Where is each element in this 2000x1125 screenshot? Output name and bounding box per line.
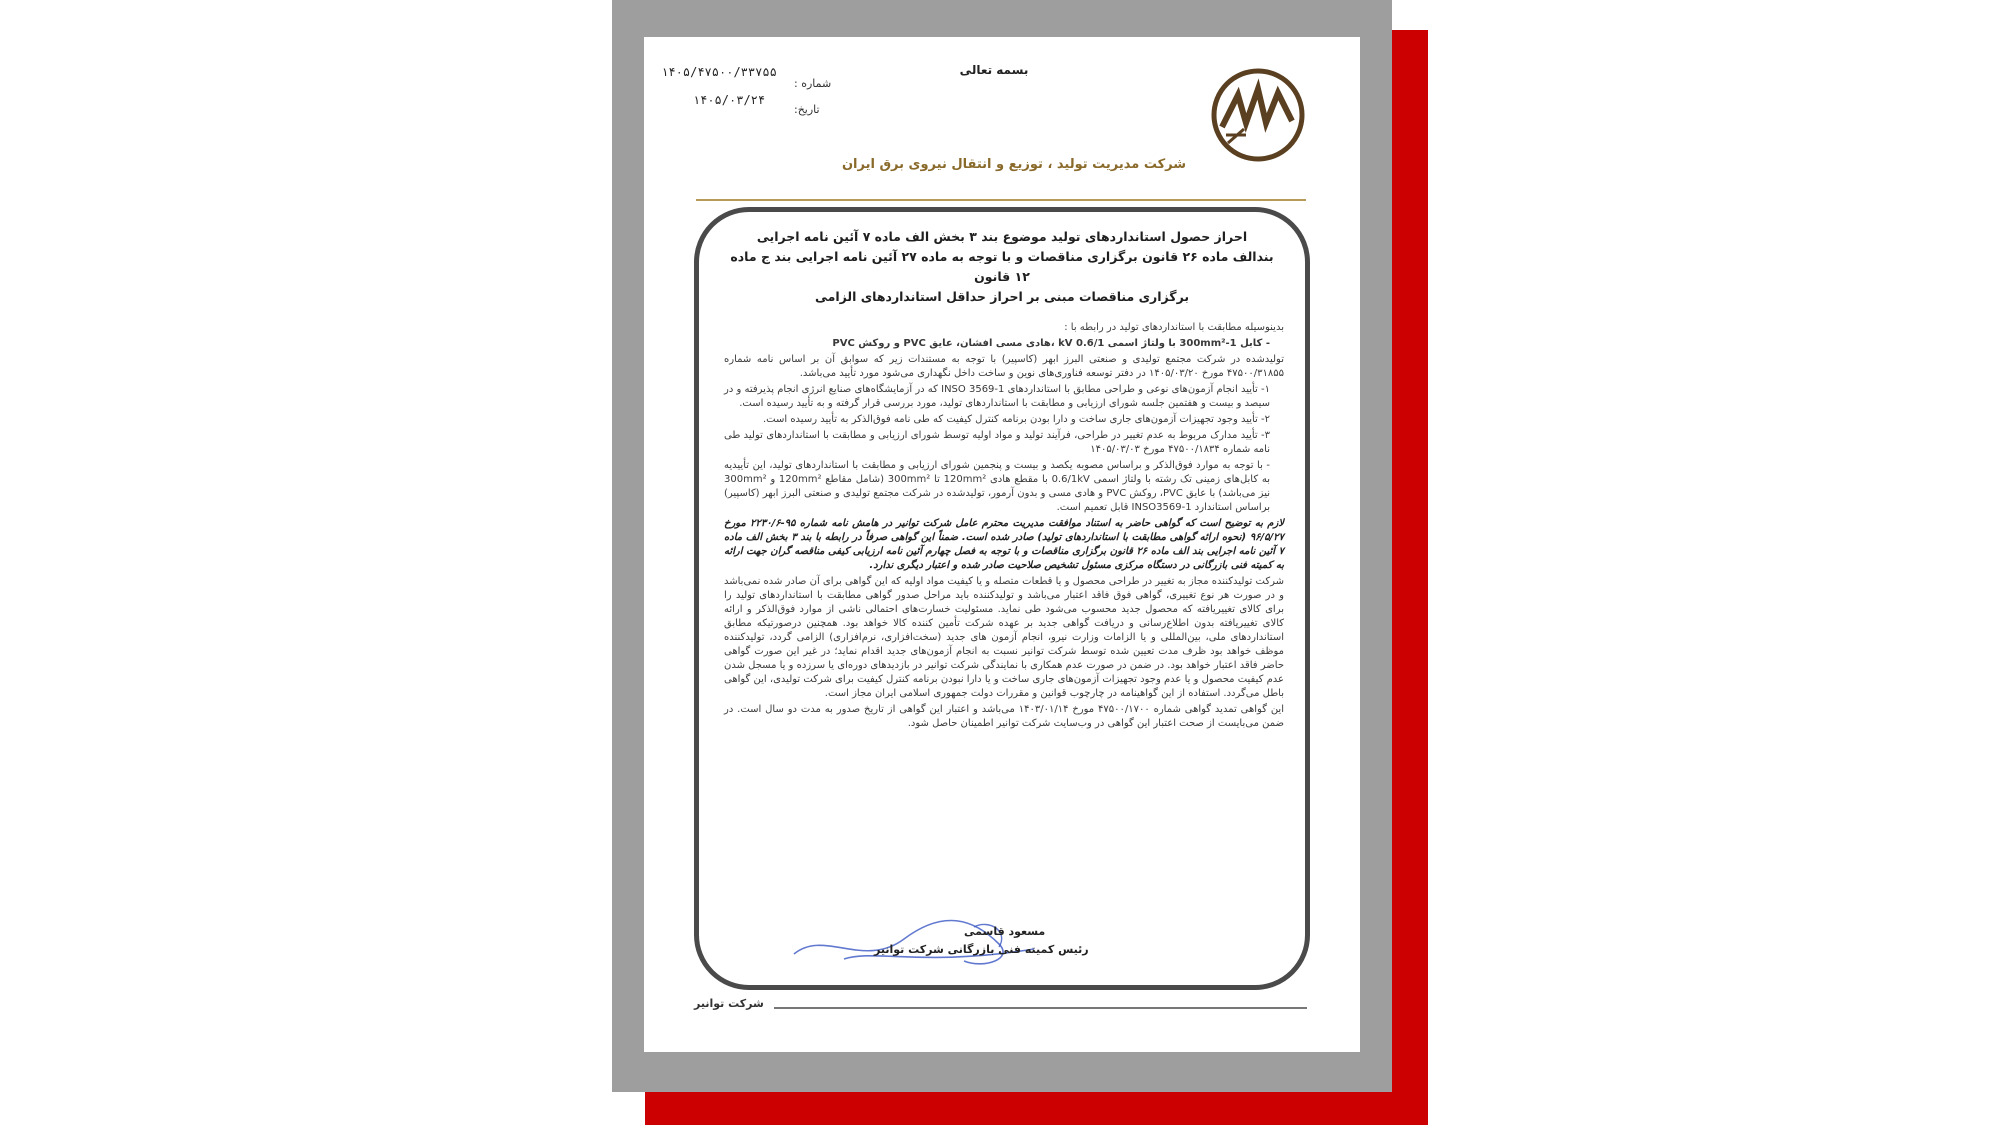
signatory-title: رئیس کمیته فنی بازرگانی شرکت توانیر [874, 943, 1089, 956]
number-value: ۱۴۰۵/۴۷۵۰۰/۳۳۷۵۵ [661, 65, 777, 79]
closing-paragraph: شرکت تولیدکننده مجاز به تغییر در طراحی محصول و یا قطعات متصله و یا کیفیت مواد اولیه که این گواهی برای آن صادر شده نمی‌باشد و در صورت هر نوع تغییری، گواهی فوق فاقد اعتبار می‌باشد و تولیدکننده باید مراحل صدور گواهی مطابقت با استانداردهای تولید را برای کالای تغییریافته که محصول جدید محسوب می‌شود طی نماید. مسئولیت خسارت‌های احتمالی ناشی از موارد فوق‌الذکر و ارائه کالای تغییریافته بدون اطلاع‌رسانی و دریافت گواهی جدید بر عهده شرکت تأمین کننده کالا خواهد بود. همچنین درصورتیکه مطابق استانداردهای ملی، بین‌المللی و یا الزامات وزارت نیرو، انجام آزمون های جدید (سخت‌افزاری، نرم‌افزاری) الزامی گردد، تولیدکننده موظف خواهد بود ظرف مدت تعیین شده توسط شرکت توانیر نسبت به انجام آزمون‌های جدید اقدام نماید؛ در غیر این صورت گواهی حاضر فاقد اعتبار خواهد بود. در ضمن در صورت عدم همکاری با نمایندگی شرکت توانیر در بازدیدهای دوره‌ای یا سرزده و یا مسجل شدن عدم کیفیت محصول و یا عدم وجود تجهیزات آزمون‌های جاری ساخت و یا دارا نبودن برنامه کنترل کیفیت برای شرکت تولیدی، این گواهی باطل می‌گردد. استفاده از این گواهینامه در چارچوب قوانین و مقررات دولت جمهوری اسلامی ایران مجاز است. [724, 576, 1284, 699]
tavanir-logo-icon [1208, 65, 1308, 165]
body-paragraph: تولیدشده در شرکت مجتمع تولیدی و صنعتی البرز ابهر (کاسپیر) با توجه به مستندات زیر که سوابق آن بر اساس نامه شماره ۴۷۵۰۰/۳۱۸۵۵ مورخ ۱۴۰۵/۰۳/۲۰ در دفتر توسعه فناوری‌های نوین و ساخت داخل نگهداری می‌شود مورد تأیید می‌باشد. [724, 354, 1284, 379]
document-page [644, 37, 1360, 1052]
date-label: تاریخ: [794, 103, 820, 116]
body-paragraph: ۳- تأیید مدارک مربوط به عدم تغییر در طراحی، فرآیند تولید و مواد اولیه توسط شورای ارزیابی و مطابقت با استانداردهای تولید طی نامه شماره ۴۷۵۰۰/۱۸۳۴ مورخ ۱۴۰۵/۰۳/۰۳ [724, 430, 1270, 455]
title-line: بندالف ماده ۲۶ قانون برگزاری مناقصات و با توجه به ماده ۲۷ آئین نامه اجرایی بند ج ماده ۱۲ قانون [730, 249, 1274, 284]
date-value: ۱۴۰۵/۰۳/۲۴ [692, 93, 766, 107]
header-divider [696, 199, 1306, 201]
closing-paragraph: این گواهی تمدید گواهی شماره ۴۷۵۰۰/۱۷۰۰ مورخ ۱۴۰۳/۰۱/۱۴ می‌باشد و اعتبار این گواهی از تاریخ صدور به مدت دو سال است. در ضمن می‌بایست از صحت اعتبار این گواهی در وب‌سایت شرکت توانیر اطمینان حاصل شود. [724, 704, 1284, 729]
title-line: برگزاری مناقصات مبنی بر احراز حداقل استانداردهای الزامی [814, 289, 1190, 304]
footer-company: شرکت توانیر [694, 997, 764, 1010]
company-name: شرکت مدیریت تولید ، توزیع و انتقال نیروی برق ایران [841, 157, 1187, 172]
footer-divider [774, 1007, 1307, 1009]
body-paragraph: ۲- تأیید وجود تجهیزات آزمون‌های جاری ساخت و دارا بودن برنامه کنترل کیفیت که طی نامه فوق‌الذکر به تأیید رسیده است. [762, 414, 1270, 425]
signatory-name: مسعود قاسمی [964, 925, 1046, 938]
certificate-body [724, 321, 1284, 733]
title-line: احراز حصول استانداردهای تولید موضوع بند ۳ بخش الف ماده ۷ آئین نامه اجرایی [756, 229, 1248, 244]
body-paragraph: - کابل 1-300mm² با ولتاژ اسمی 0.6/1 kV ،هادی مسی افشان، عایق PVC و روکش PVC [832, 338, 1270, 349]
body-paragraph: - با توجه به موارد فوق‌الذکر و براساس مصوبه یکصد و بیست و پنجمین شورای ارزیابی و مطابقت با استانداردهای تولید، این تأییدیه به کابل‌های زمینی تک رشته با ولتاژ اسمی 0.6/1kV با مقطع هادی 120mm² تا 300mm² (شامل مقاطع 120mm² و 300mm² نیز می‌باشد) با عایق PVC، روکش PVC و هادی مسی و بدون آرمور، تولیدشده در شرکت مجتمع تولیدی و صنعتی البرز ابهر (کاسپیر) براساس استاندارد INSO3569-1 قابل تعمیم است. [724, 460, 1271, 513]
bold-paragraph: لازم به توضیح است که گواهی حاضر به استناد موافقت مدیریت محترم عامل شرکت توانیر در هامش نامه شماره ۹۵-۲۲۳۰/۶ مورخ ۹۶/۵/۲۷ (نحوه ارائه گواهی مطابقت با استانداردهای تولید) صادر شده است. ضمناً این گواهی صرفاً در رابطه با بند ۳ بخش الف ماده ۷ آئین نامه اجرایی بند الف ماده ۲۶ قانون برگزاری مناقصات و با توجه به فصل چهارم آئین نامه ارزیابی کیفی مناقصه گران جهت ارائه به کمیته فنی بازرگانی در دستگاه مرکزی مسئول تشخیص صلاحیت صادر شده و اعتبار دیگری ندارد. [724, 518, 1284, 571]
number-label: شماره : [794, 77, 832, 90]
certificate-title [724, 227, 1280, 307]
top-heading: بسمه تعالی [959, 63, 1029, 77]
body-paragraph: بدینوسیله مطابقت با استانداردهای تولید در رابطه با : [1064, 322, 1284, 333]
body-paragraph: ۱- تأیید انجام آزمون‌های نوعی و طراحی مطابق با استانداردهای INSO 3569-1 که در آزمایشگاه‌های صنایع انرژی انجام پذیرفته و در سیصد و بیست و هفتمین جلسه شورای ارزیابی و مطابقت با استانداردهای تولید، مورد بررسی قرار گرفته و به تأیید رسیده است. [724, 384, 1271, 409]
